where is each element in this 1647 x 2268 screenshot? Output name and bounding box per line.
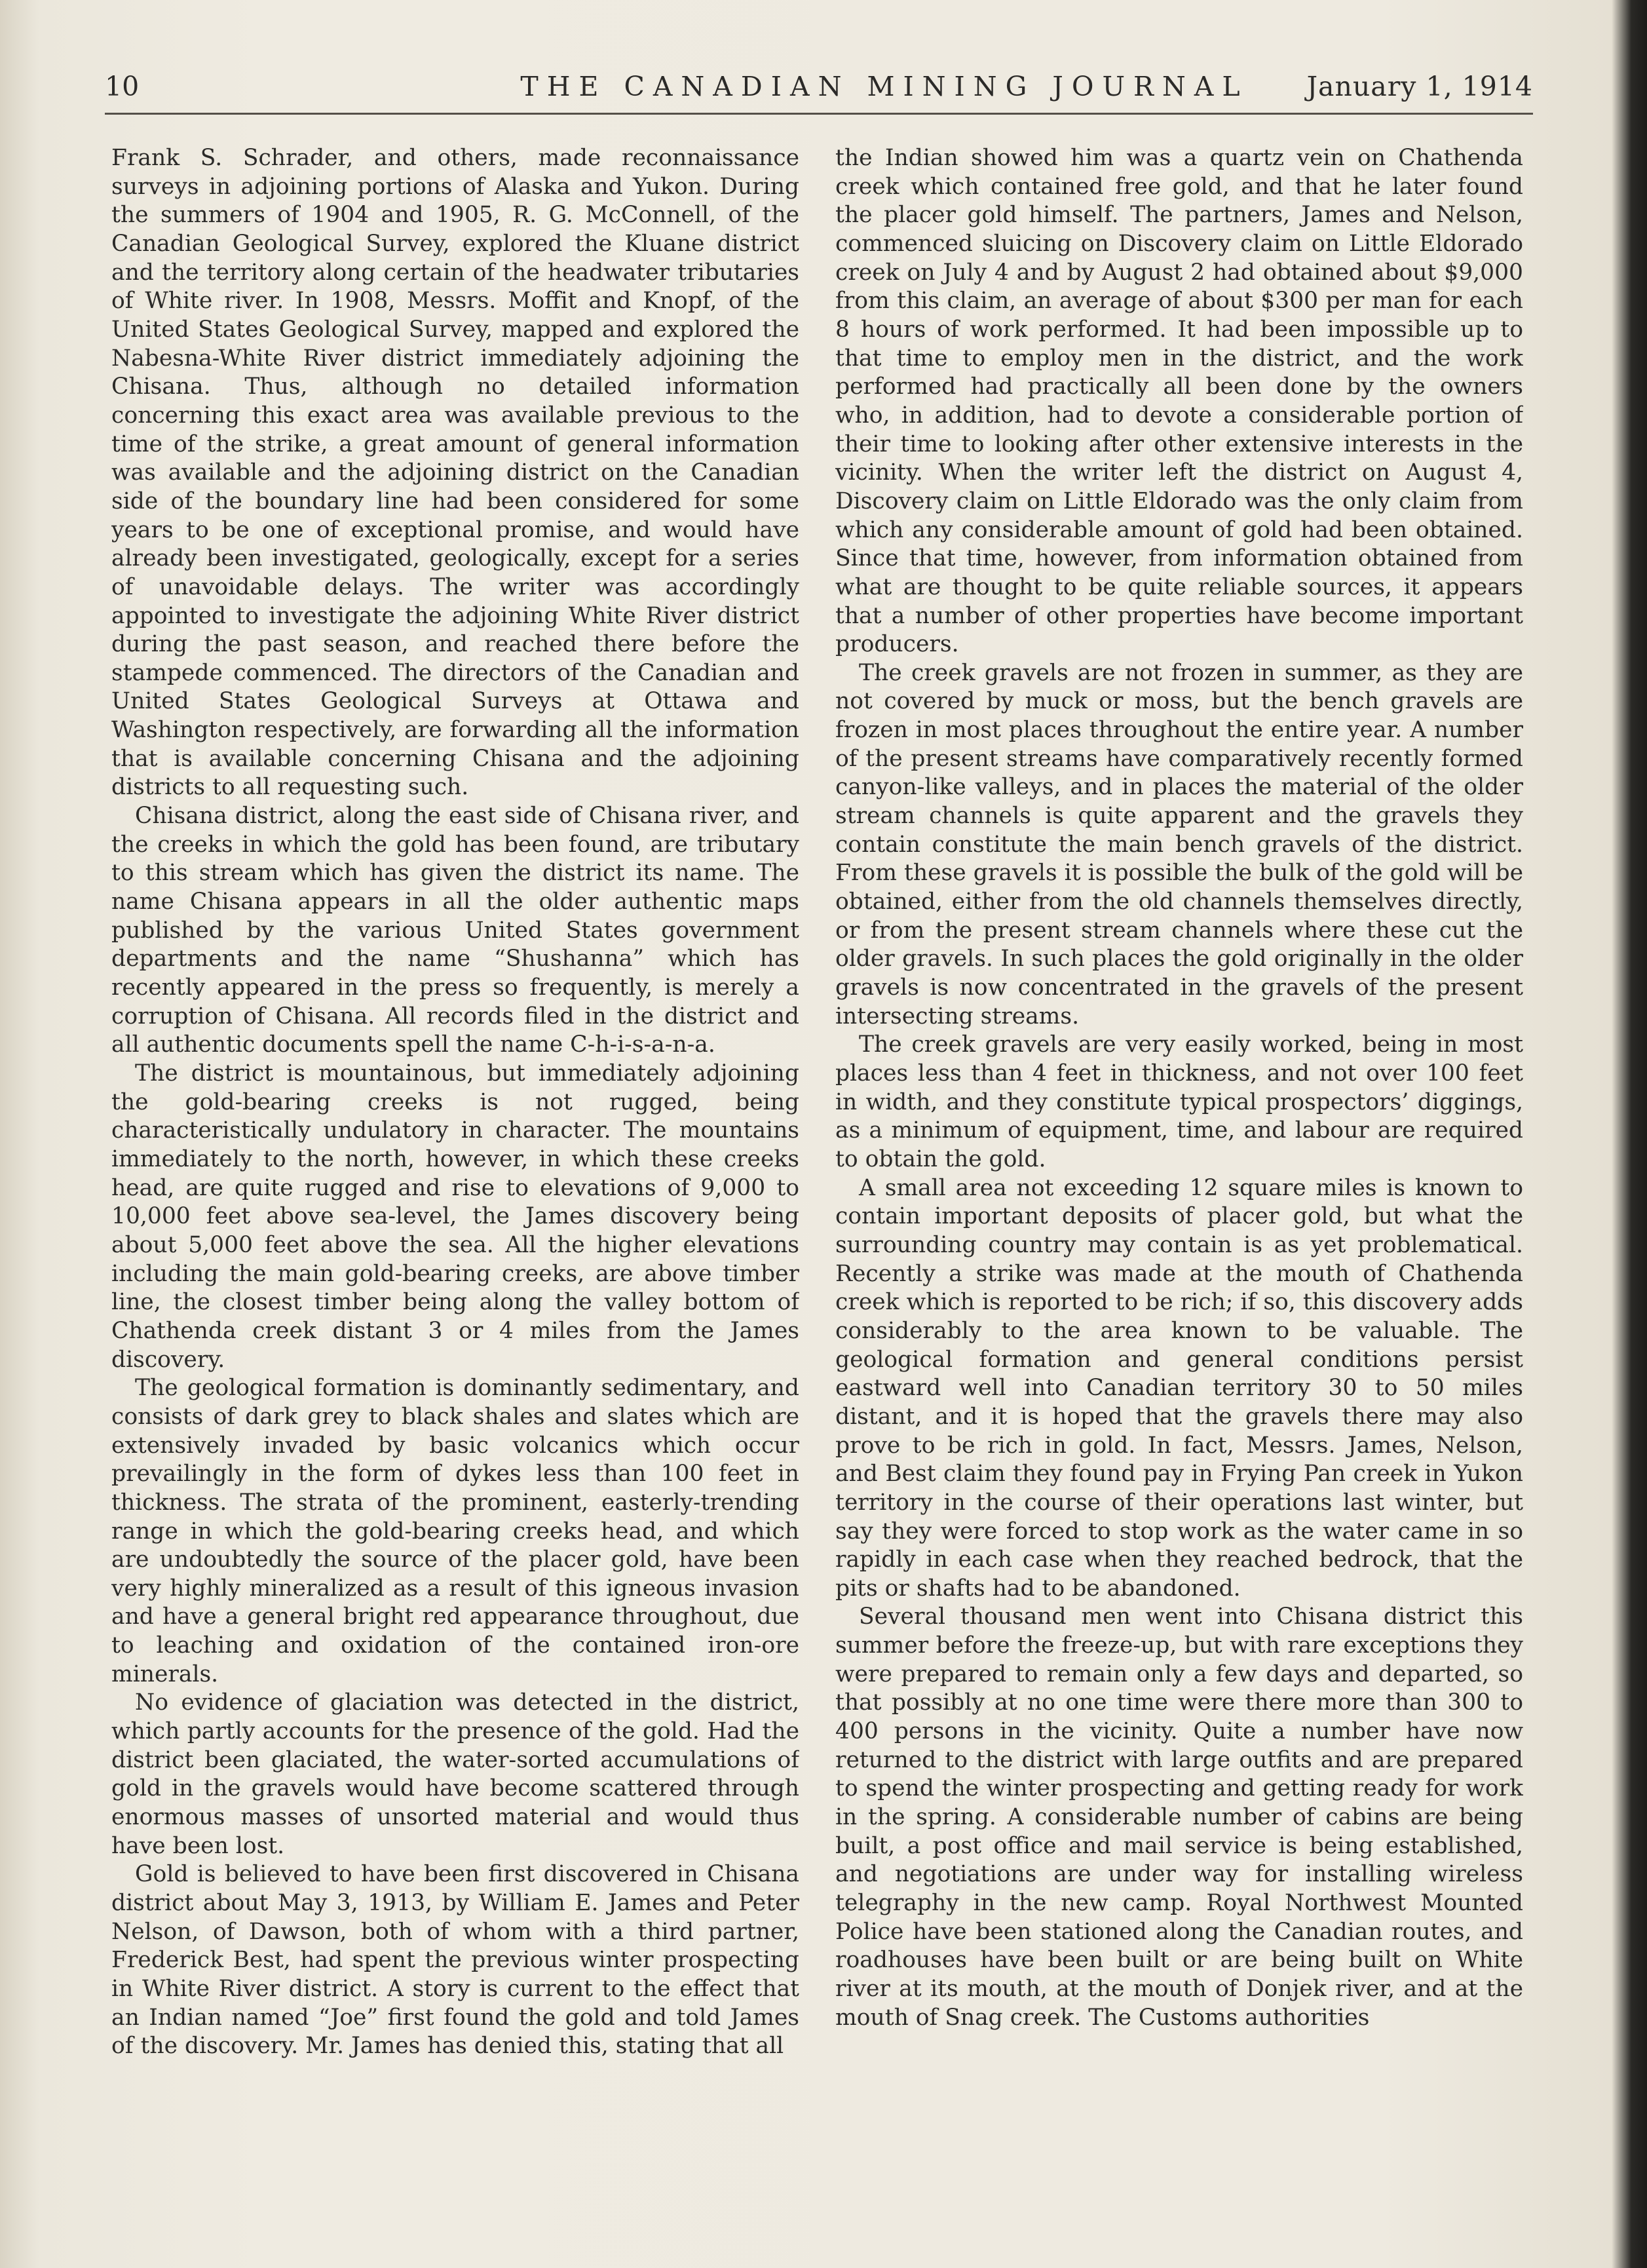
issue-date: January 1, 1914 — [1306, 71, 1533, 102]
paragraph: A small area not exceeding 12 square miles is known to contain important deposits of placer gold, but what the surrounding country may contain is as yet problematical. Recently a strike was made at the mouth of Chathenda creek which is reported to be rich; if so, this discovery adds considerably to the area known to be valuable. The geological formation and general conditions persist eastward well into Canadian territory 30 to 50 miles distant, and it is hoped that the gravels there may also prove to be rich in gold. In fact, Messrs. James, Nelson, and Best claim they found pay in Frying Pan creek in Yukon territory in the course of their operations last winter, but say they were forced to stop work as the water came in so rapidly in each case when they reached bedrock, that the pits or shafts had to be abandoned. — [835, 1174, 1523, 1602]
paragraph: The creek gravels are very easily worked, being in most places less than 4 feet in thickness, and not over 100 feet in width, and they constitute typical prospectors’ diggings, as a minimum of equipment, time, and labour are required to obtain the gold. — [835, 1031, 1523, 1172]
paragraph: Several thousand men went into Chisana district this summer before the freeze-up, but with rare exceptions they were prepared to remain only a few days and departed, so that possibly at no one time were there more than 300 to 400 persons in the vicinity. Quite a number have now returned to the district with large outfits and are prepared to spend the winter prospecting and getting ready for work in the spring. A considerable number of cabins are being built, a post office and mail service is being established, and negotiations are under way for installing wireless telegraphy in the new camp. Royal Northwest Mounted Police have been stationed along the Canadian routes, and roadhouses have been built or are being built on White river at its mouth, at the mouth of Donjek river, and at the mouth of Snag creek. The Customs authorities — [835, 1604, 1523, 2031]
running-header — [105, 71, 1533, 110]
paragraph: Frank S. Schrader, and others, made reconnaissance surveys in adjoining portions of Alaska and Yukon. During the summers of 1904 and 1905, R. G. McConnell, of the Canadian Geological Survey, explored the Kluane district and the territory along certain of the headwater tributaries of White river. In 1908, Messrs. Moffit and Knopf, of the United States Geological Survey, mapped and explored the Nabesna-White River district immediately adjoining the Chisana. Thus, although no detailed information concerning this exact area was available previous to the time of the strike, a great amount of general information was available and the adjoining district on the Canadian side of the boundary line had been considered for some years to be one of exceptional promise, and would have already been investigated, geologically, except for a series of unavoidable delays. The writer was accordingly appointed to investigate the adjoining White River district during the past season, and reached there before the stampede commenced. The directors of the Canadian and United States Geological Surveys at Ottawa and Washington respectively, are forwarding all the information that is available concerning Chisana and the adjoining districts to all requesting such. — [111, 145, 799, 801]
header-rule — [105, 113, 1533, 115]
page-number: 10 — [105, 71, 140, 102]
paragraph: The creek gravels are not frozen in summer, as they are not covered by muck or moss, but the bench gravels are frozen in most places throughout the entire year. A number of the present streams have comparatively recently formed canyon-like valleys, and in places the material of the older stream channels is quite apparent and the gravels they contain constitute the main bench gravels of the district. From these gravels it is possible the bulk of the gold will be obtained, either from the old channels themselves directly, or from the present stream channels where these cut the older gravels. In such places the gold originally in the older gravels is now concentrated in the gravels of the present intersecting streams. — [835, 659, 1523, 1029]
paragraph: No evidence of glaciation was detected in the district, which partly accounts for the presence of the gold. Had the district been glaciated, the water-sorted accumulations of gold in the gravels would have become scattered through enormous masses of unsorted material and would thus have been lost. — [111, 1689, 799, 1859]
paragraph: Chisana district, along the east side of Chisana river, and the creeks in which the gold has been found, are tributary to this stream which has given the district its name. The name Chisana appears in all the older authentic maps published by the various United States government departments and the name “Shushanna” which has recently appeared in the press so frequently, is merely a corruption of Chisana. All records filed in the district and all authentic documents spell the name C-h-i-s-a-n-a. — [111, 803, 799, 1058]
right-column — [835, 144, 1523, 2221]
paragraph: The district is mountainous, but immediately adjoining the gold-bearing creeks is not rugged, being characteristically undulatory in character. The mountains immediately to the north, however, in which these creeks head, are quite rugged and rise to elevations of 9,000 to 10,000 feet above sea-level, the James discovery being about 5,000 feet above the sea. All the higher elevations including the main gold-bearing creeks, are above timber line, the closest timber being along the valley bottom of Chathenda creek distant 3 or 4 miles from the James discovery. — [111, 1060, 799, 1373]
paragraph: the Indian showed him was a quartz vein on Chathenda creek which contained free gold, and that he later found the placer gold himself. The partners, James and Nelson, commenced sluicing on Discovery claim on Little Eldorado creek on July 4 and by August 2 had obtained about $9,000 from this claim, an average of about $300 per man for each 8 hours of work performed. It had been impossible up to that time to employ men in the district, and the work performed had practically all been done by the owners who, in addition, had to devote a considerable portion of their time to looking after other extensive interests in the vicinity. When the writer left the district on August 4, Discovery claim on Little Eldorado was the only claim from which any considerable amount of gold had been obtained. Since that time, however, from information obtained from what are thought to be quite reliable sources, it appears that a number of other properties have become important producers. — [835, 145, 1523, 658]
journal-title: THE CANADIAN MINING JOURNAL — [520, 71, 1249, 102]
left-column — [111, 144, 799, 2221]
paragraph: Gold is believed to have been first discovered in Chisana district about May 3, 1913, by William E. James and Peter Nelson, of Dawson, both of whom with a third partner, Frederick Best, had spent the previous winter prospecting in White River district. A story is current to the effect that an Indian named “Joe” first found the gold and told James of the discovery. Mr. James has denied this, stating that all — [111, 1861, 799, 2060]
paragraph: The geological formation is dominantly sedimentary, and consists of dark grey to black shales and slates which are extensively invaded by basic volcanics which occur prevailingly in the form of dykes less than 100 feet in thickness. The strata of the prominent, easterly-trending range in which the gold-bearing creeks head, and which are undoubtedly the source of the placer gold, have been very highly mineralized as a result of this igneous invasion and have a general bright red appearance throughout, due to leaching and oxidation of the contained iron-ore minerals. — [111, 1375, 799, 1687]
